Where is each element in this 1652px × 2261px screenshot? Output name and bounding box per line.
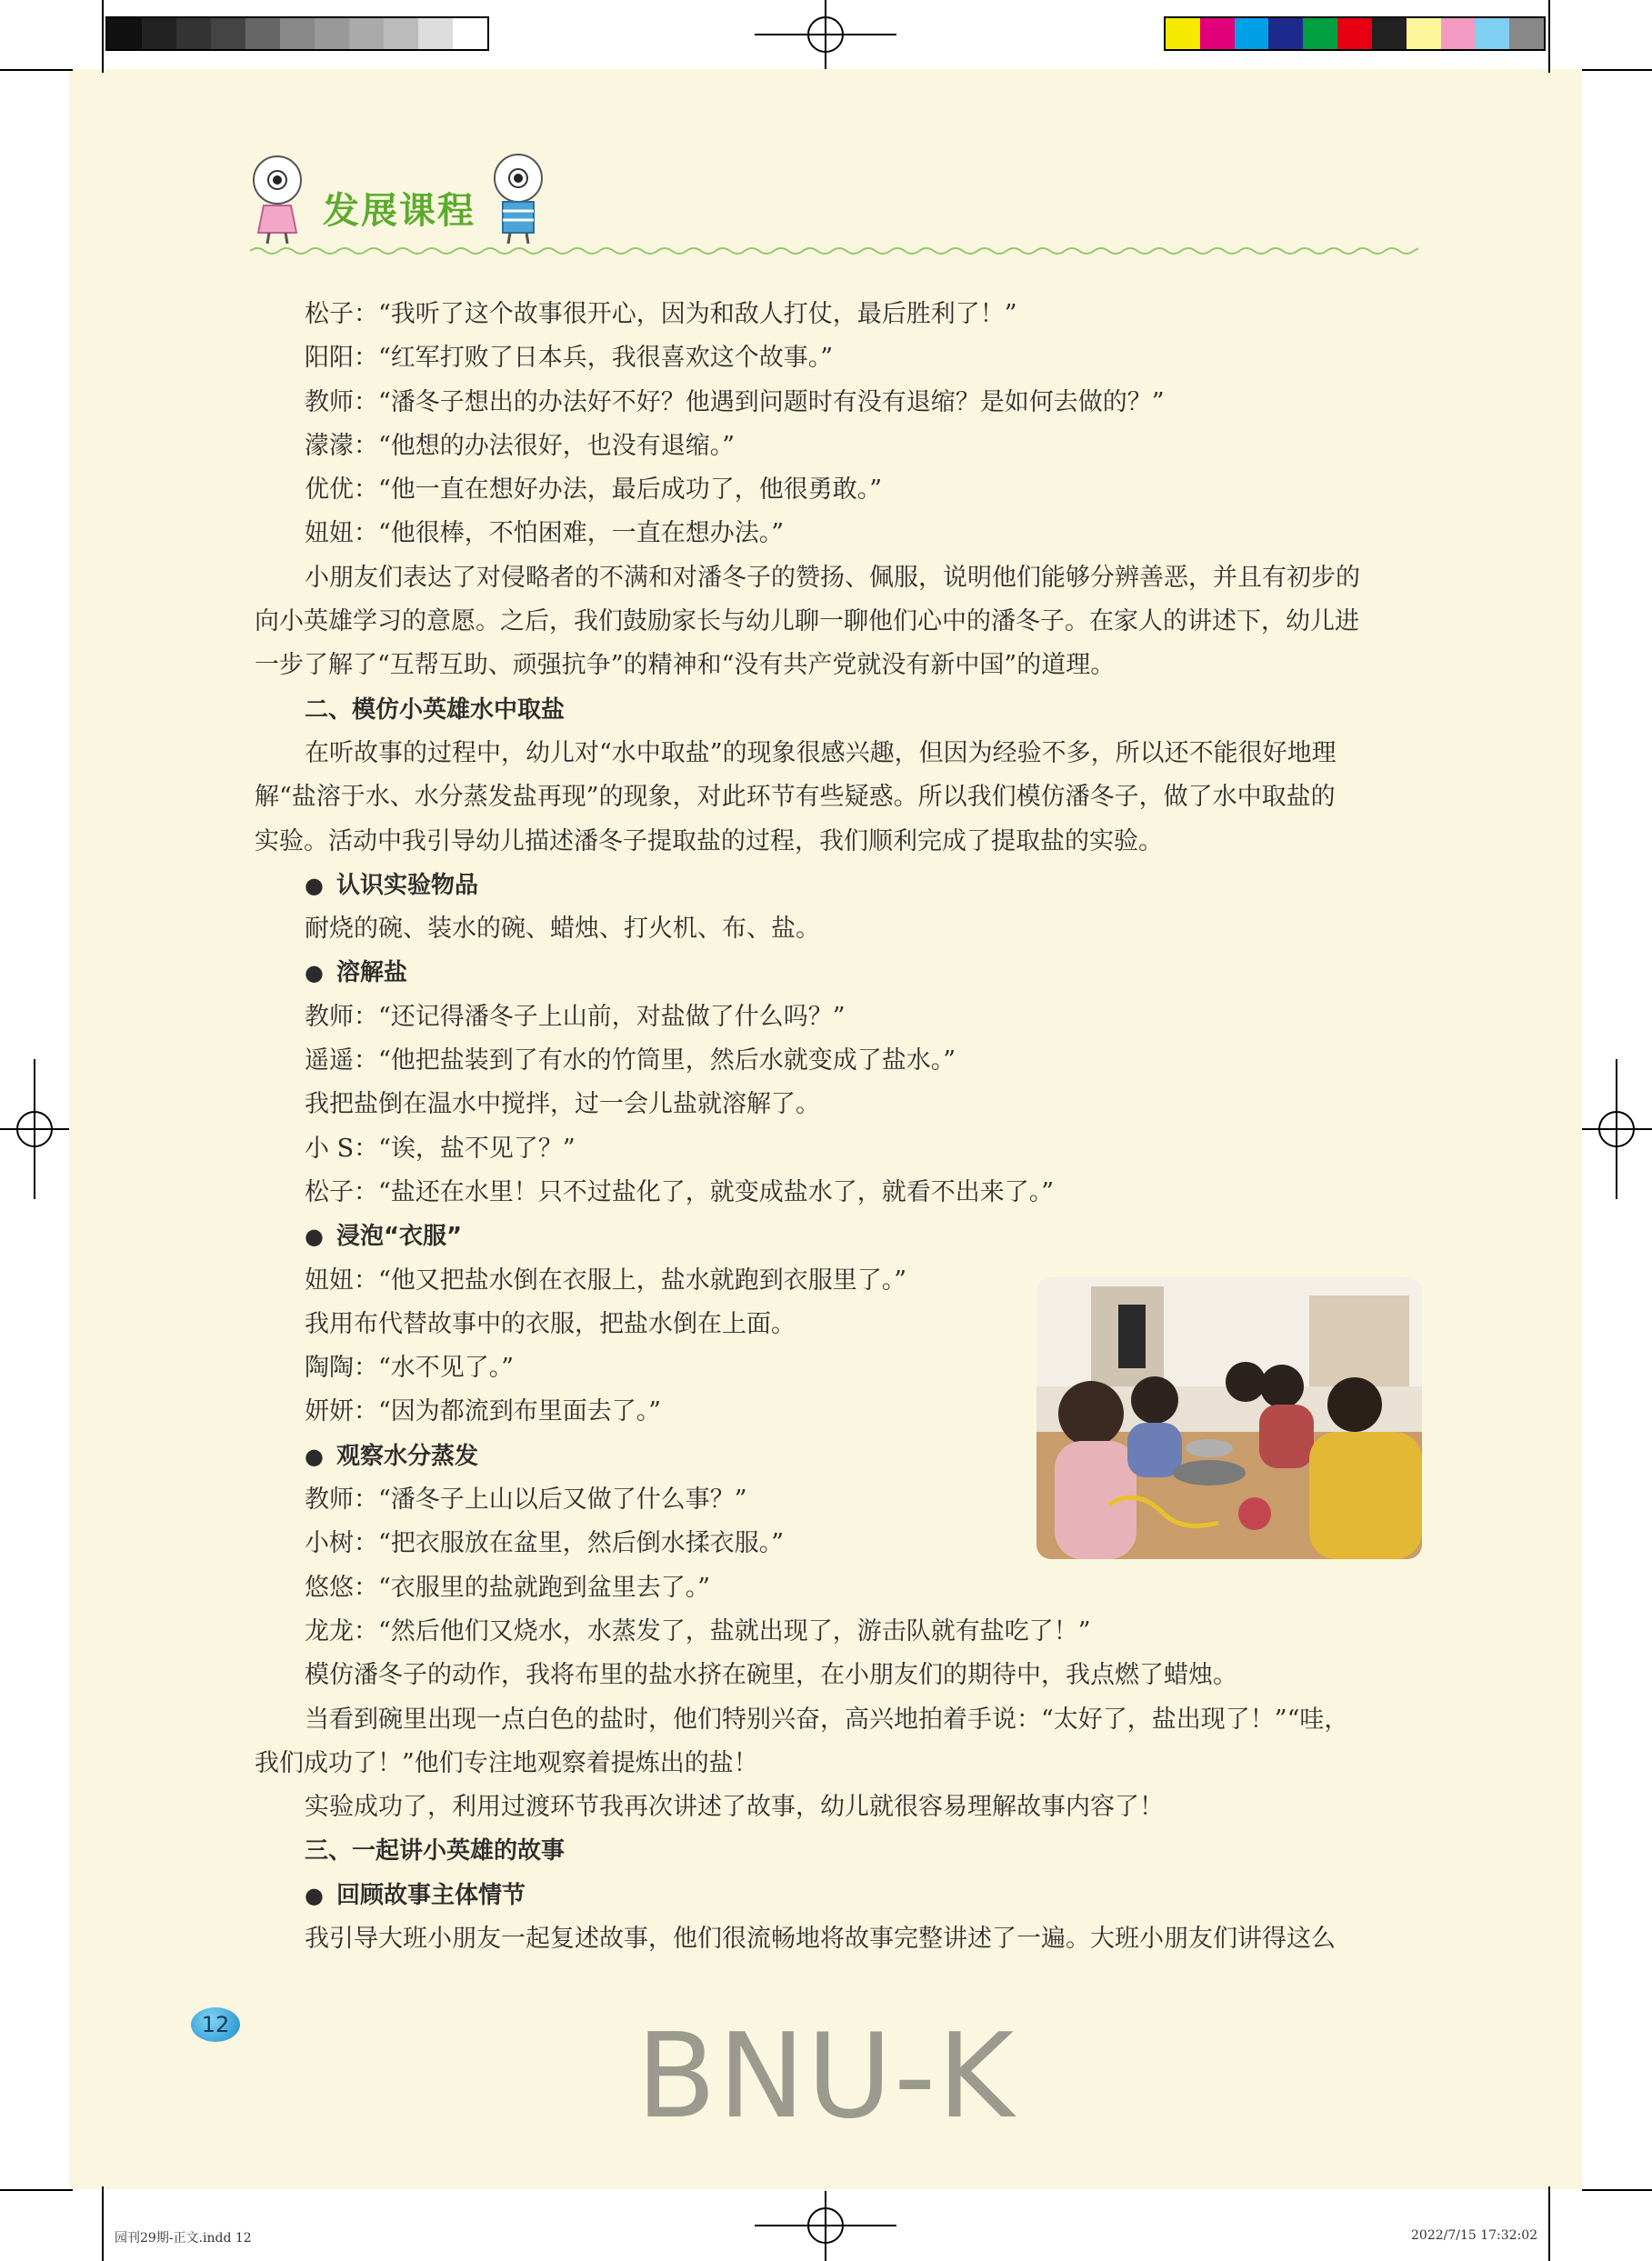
section-heading: 二、模仿小英雄水中取盐 (305, 695, 566, 724)
registration-line (825, 0, 826, 69)
text-line: 妞妞：“他又把盐水倒在衣服上，盐水就跑到衣服里了。” (305, 1266, 907, 1295)
bullet-subheading: ● 观察水分蒸发 (255, 1435, 1423, 1478)
page-header (245, 145, 1427, 255)
text-line: 妍妍：“因为都流到布里面去了。” (305, 1397, 662, 1426)
text-line: 陶陶：“水不见了。” (305, 1354, 515, 1383)
text-line: 实验。活动中我引导幼儿描述潘冬子提取盐的过程，我们顺利完成了提取盐的实验。 (255, 826, 1163, 855)
crop-mark (1548, 2186, 1550, 2261)
text-line: 我用布代替故事中的衣服，把盐水倒在上面。 (305, 1309, 796, 1338)
text-line: 我把盐倒在温水中搅拌，过一会儿盐就溶解了。 (305, 1090, 820, 1119)
bullet-subheading: ● 认识实验物品 (255, 864, 1423, 907)
text-line: 向小英雄学习的意愿。之后，我们鼓励家长与幼儿聊一聊他们心中的潘冬子。在家人的讲述下，幼儿进 (255, 607, 1359, 636)
registration-line (1616, 1059, 1617, 1199)
crop-mark (1582, 69, 1652, 71)
crop-mark (0, 69, 73, 71)
text-line: 教师：“潘冬子想出的办法好不好？他遇到问题时有没有退缩？是如何去做的？” (305, 387, 1165, 416)
file-slug: 园刊29期-正文.indd 12 (115, 2231, 252, 2246)
text-line: 教师：“潘冬子上山以后又做了什么事？” (305, 1486, 747, 1515)
text-line: 小 S：“诶，盐不见了？” (305, 1134, 576, 1163)
bullet-subheading: ● 浸泡“衣服” (255, 1215, 1423, 1258)
text-line: 在听故事的过程中，幼儿对“水中取盐”的现象很感兴趣，但因为经验不多，所以还不能很好地理 (305, 738, 1337, 767)
text-line: 小树：“把衣服放在盆里，然后倒水揉衣服。” (305, 1529, 785, 1558)
girl-mascot-icon (245, 145, 309, 245)
text-line: 悠悠：“衣服里的盐就跑到盆里去了。” (305, 1573, 711, 1602)
text-line: 优优：“他一直在想好办法，最后成功了，他很勇敢。” (305, 475, 883, 505)
header-wave-divider (250, 245, 1418, 256)
text-line: 耐烧的碗、装水的碗、蜡烛、打火机、布、盐。 (305, 915, 820, 944)
text-line: 小朋友们表达了对侵略者的不满和对潘冬子的赞扬、佩服，说明他们能够分辨善恶，并且有初步的 (305, 563, 1360, 592)
text-line: 模仿潘冬子的动作，我将布里的盐水挤在碗里，在小朋友们的期待中，我点燃了蜡烛。 (305, 1661, 1237, 1690)
boy-mascot-icon (486, 145, 550, 245)
text-line: 教师：“还记得潘冬子上山前，对盐做了什么吗？” (305, 1002, 846, 1031)
text-line: 妞妞：“他很棒，不怕困难，一直在想办法。” (305, 519, 785, 548)
text-line: 松子：“我听了这个故事很开心，因为和敌人打仗，最后胜利了！” (305, 300, 1017, 328)
watermark: BNU-K (636, 2009, 1016, 2145)
page-number-badge: 12 (191, 2007, 240, 2042)
text-line: 我们成功了！”他们专注地观察着提炼出的盐！ (255, 1748, 758, 1777)
bullet-subheading: ● 回顾故事主体情节 (255, 1874, 1423, 1917)
registration-line (34, 1059, 35, 1199)
crop-mark (102, 2186, 104, 2261)
classroom-experiment-photo (1036, 1277, 1422, 1559)
text-line: 松子：“盐还在水里！只不过盐化了，就变成盐水了，就看不出来了。” (305, 1177, 1055, 1206)
text-line: 阳阳：“红军打败了日本兵，我很喜欢这个故事。” (305, 344, 834, 373)
color-bar (1164, 16, 1546, 51)
text-line: 我引导大班小朋友一起复述故事，他们很流畅地将故事完整讲述了一遍。大班小朋友们讲得这么 (305, 1924, 1336, 1953)
timestamp-slug: 2022/7/15 17:32:02 (1411, 2228, 1538, 2243)
article-body (255, 293, 1423, 1961)
text-line: 解“盐溶于水、水分蒸发盐再现”的现象，对此环节有些疑惑。所以我们模仿潘冬子，做了水中取盐的 (255, 783, 1336, 812)
text-line: 遥遥：“他把盐装到了有水的竹筒里，然后水就变成了盐水。” (305, 1046, 956, 1075)
bullet-subheading: ● 溶解盐 (255, 951, 1423, 995)
text-line: 龙龙：“然后他们又烧水，水蒸发了，盐就出现了，游击队就有盐吃了！” (305, 1616, 1091, 1646)
text-line: 一步了解了“互帮互助、顽强抗争”的精神和“没有共产党就没有新中国”的道理。 (255, 651, 1116, 680)
grayscale-bar (105, 16, 489, 51)
registration-line (825, 2191, 826, 2261)
header-title: 发展课程 (323, 190, 476, 232)
crop-mark (102, 0, 104, 73)
crop-mark (1582, 2189, 1652, 2191)
text-line: 实验成功了，利用过渡环节我再次讲述了故事，幼儿就很容易理解故事内容了！ (305, 1793, 1164, 1822)
text-line: 当看到碗里出现一点白色的盐时，他们特别兴奋，高兴地拍着手说：“太好了，盐出现了！”“哇， (305, 1705, 1349, 1734)
section-heading: 三、一起讲小英雄的故事 (305, 1837, 566, 1866)
text-line: 濛濛：“他想的办法很好，也没有退缩。” (305, 431, 736, 460)
crop-mark (0, 2189, 73, 2191)
crop-mark (1548, 0, 1550, 73)
